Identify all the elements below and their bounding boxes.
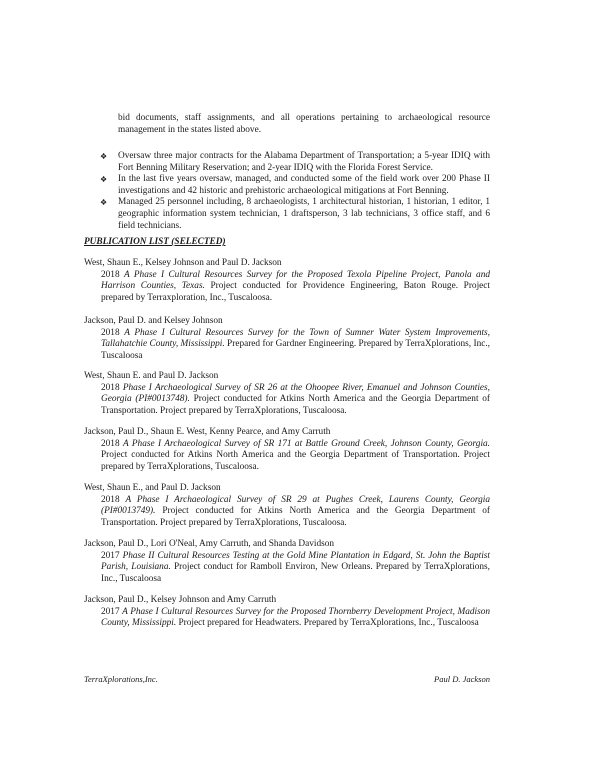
publication-authors: West, Shaun E., Kelsey Johnson and Paul D. Jackson bbox=[84, 258, 282, 268]
diamond-bullet-icon: ❖ bbox=[100, 152, 108, 161]
publication-details: Project conducted for Atkins North America and the Georgia Department of Transportation. Project prepared by TerraXplorations, Tuscaloosa. bbox=[101, 394, 491, 416]
list-item: ❖ Managed 25 personnel including, 8 archaeologists, 1 architectural historian, 1 historian, 1 editor, 1 geographic information system technician, 1 draftsperson, 3 lab technicians, 3 office staff, and 6 field technicians. bbox=[100, 197, 490, 231]
publication-details: Project conduct for Ramboll Environ, New Orleans. Prepared by TerraXplorations, Inc., Tuscaloosa bbox=[101, 562, 490, 584]
publication-year: 2017 bbox=[101, 606, 120, 617]
publication-title: Phase I Archaeological Survey of SR 26 at the Ohoopee River, Emanuel and Johnson Counties, Georgia (PI#0013748). bbox=[101, 382, 490, 405]
footer-company: TerraXplorations,Inc. bbox=[84, 674, 158, 684]
publication-year: 2018 bbox=[101, 269, 120, 280]
publication-entry bbox=[84, 539, 490, 585]
diamond-bullet-icon: ❖ bbox=[100, 175, 108, 185]
publication-authors: West, Shaun E., and Paul D. Jackson bbox=[84, 483, 221, 493]
publication-year: 2018 bbox=[101, 494, 120, 505]
publication-entry bbox=[84, 316, 490, 362]
publication-year: 2018 bbox=[101, 382, 120, 393]
publication-authors: Jackson, Paul D., Shaun E. West, Kenny Pearce, and Amy Carruth bbox=[84, 427, 331, 437]
responsibility-list bbox=[100, 151, 490, 232]
footer-author: Paul D. Jackson bbox=[434, 674, 490, 684]
section-heading: PUBLICATION LIST (SELECTED) bbox=[84, 237, 226, 247]
publication-citation bbox=[84, 551, 490, 586]
publication-authors: West, Shaun E. and Paul D. Jackson bbox=[84, 371, 219, 381]
publication-citation bbox=[84, 270, 490, 305]
publication-citation bbox=[84, 328, 490, 363]
list-item: ❖ In the last five years oversaw, managed, and conducted some of the field work over 200 Phase II investigations and 42 historic and prehistoric archaeological mitigations at Fort Benning. bbox=[100, 174, 490, 196]
diamond-bullet-icon: ❖ bbox=[100, 198, 108, 208]
publication-details: Project prepared for Headwaters. Prepared by TerraXplorations, Inc., Tuscaloosa bbox=[178, 618, 479, 629]
publication-title: A Phase I Archaeological Survey of SR 171 at Battle Ground Creek, Johnson County, Georgia. bbox=[122, 438, 491, 449]
publication-details: Project conducted for Atkins North America and the Georgia Department of Transportation. Project prepared by TerraXplorations, Tuscaloosa. bbox=[101, 450, 490, 472]
intro-paragraph: bid documents, staff assignments, and all operations pertaining to archaeological resource management in the states listed above. bbox=[118, 113, 490, 135]
publication-year: 2018 bbox=[101, 438, 120, 449]
publication-title: A Phase I Cultural Resources Survey for the Proposed Texola Pipeline Project, Panola and Harrison Counties, Texas. bbox=[101, 269, 491, 292]
publication-authors: Jackson, Paul D., Kelsey Johnson and Amy Carruth bbox=[84, 595, 277, 605]
publication-entry bbox=[84, 371, 490, 417]
publication-details: Project conducted for Providence Engineering, Baton Rouge. Project prepared by Terraxploration, Inc., Tuscaloosa. bbox=[101, 281, 490, 303]
publication-citation bbox=[84, 439, 490, 474]
publication-title: A Phase I Cultural Resources Survey for the Town of Sumner Water System Improvements, Tallahatchie County, Mississippi. bbox=[101, 327, 490, 350]
publication-authors: Jackson, Paul D. and Kelsey Johnson bbox=[84, 316, 223, 326]
publication-authors: Jackson, Paul D., Lori O'Neal, Amy Carruth, and Shanda Davidson bbox=[84, 539, 335, 549]
publication-entry bbox=[84, 427, 490, 473]
publication-details: Project conducted for Atkins North America and the Georgia Department of Transportation. Project prepared by TerraXplorations, Tuscaloosa. bbox=[101, 506, 491, 528]
publication-entry bbox=[84, 595, 490, 630]
publication-entry bbox=[84, 258, 490, 304]
publication-citation bbox=[84, 383, 490, 418]
publication-title: A Phase I Cultural Resources Survey for the Proposed Thornberry Development Project, Madison County, Mississippi. bbox=[101, 606, 490, 629]
publication-year: 2018 bbox=[101, 327, 120, 338]
publication-citation bbox=[84, 495, 490, 530]
list-item: ❖ Oversaw three major contracts for the Alabama Department of Transportation; a 5-year IDIQ with Fort Benning Military Reservation; and 2-year IDIQ with the Florida Forest Service. bbox=[100, 151, 490, 173]
publication-year: 2017 bbox=[101, 550, 120, 561]
publication-entry bbox=[84, 483, 490, 529]
publication-citation bbox=[84, 607, 490, 630]
publication-details: Prepared for Gardner Engineering. Prepared by TerraXplorations, Inc., Tuscaloosa bbox=[101, 339, 490, 361]
publication-title: Phase II Cultural Resources Testing at the Gold Mine Plantation in Edgard, St. John the Baptist Parish, Louisiana. bbox=[101, 550, 490, 573]
publication-title: A Phase I Archaeological Survey of SR 29 at Pughes Creek, Laurens County, Georgia (PI#0013749). bbox=[101, 494, 490, 517]
